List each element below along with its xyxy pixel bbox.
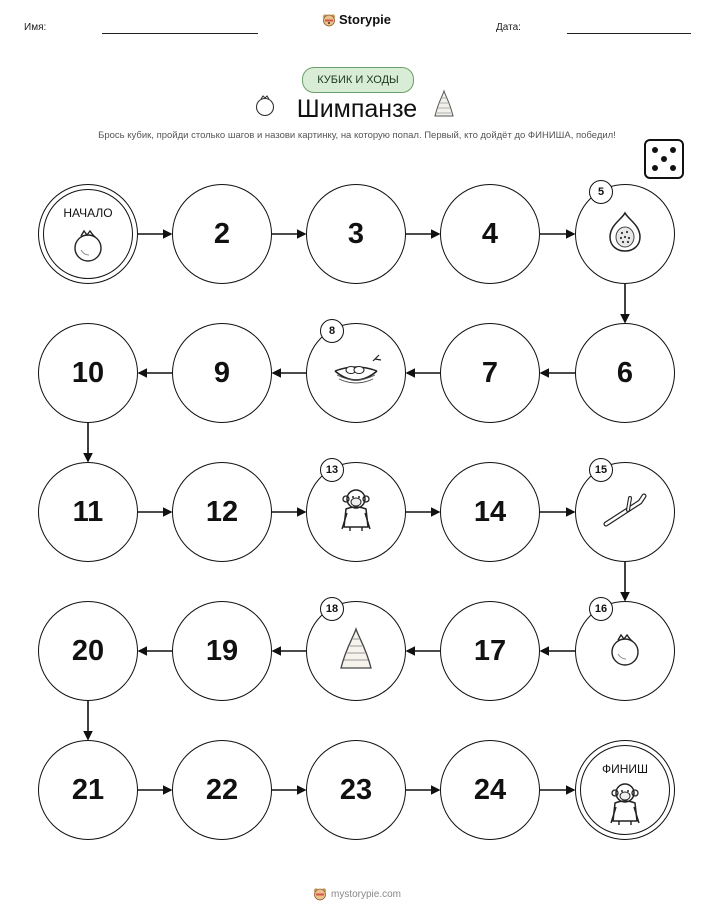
cell-number: 17 [473,634,507,667]
cell-number: 9 [213,356,231,389]
board-cell-10 [38,323,138,423]
board-cell-20 [38,601,138,701]
start-label: НАЧАЛО [63,206,113,220]
instructions: Брось кубик, пройди столько шагов и назови картинку, на которую попал. Первый, кто дойдёт до ФИНИША, победил! [98,130,616,141]
cell-number: 4 [481,217,499,250]
cell-number: 19 [205,634,239,667]
board-cell-16 [575,601,675,701]
cell-number: 7 [481,356,499,389]
board-cell-25 [575,740,675,840]
cell-number: 24 [473,773,507,806]
board-cell-14 [440,462,540,562]
cell-number: 20 [71,634,105,667]
cell-number-tag: 15 [589,458,613,482]
cell-number: 23 [339,773,373,806]
stick-icon [600,490,650,535]
finish-label: ФИНИШ [601,762,649,776]
date-label: Дата: [496,22,521,33]
board-cell-17 [440,601,540,701]
pomegranate-icon [605,629,645,674]
cell-number: 10 [71,356,105,389]
board-cell-5 [575,184,675,284]
chimpanzee-icon [603,781,647,832]
footer [0,887,714,901]
board-cell-6 [575,323,675,423]
logo-text: Storypie [339,12,392,27]
board-cell-15 [575,462,675,562]
chimpanzee-icon [334,487,378,538]
fig-icon [602,209,648,260]
board-cell-13 [306,462,406,562]
cell-number-tag: 16 [589,597,613,621]
footer-url: mystorypie.com [330,888,401,900]
cell-number: 2 [213,217,231,250]
board-cell-18 [306,601,406,701]
cell-number: 22 [205,773,239,806]
board-cell-19 [172,601,272,701]
board-cell-24 [440,740,540,840]
cell-number: 14 [473,495,507,528]
board-cell-2 [172,184,272,284]
board-cell-1 [38,184,138,284]
cell-number: 6 [616,356,634,389]
cell-number-tag: 18 [320,597,344,621]
board-cell-8 [306,323,406,423]
board-cell-7 [440,323,540,423]
board-cell-23 [306,740,406,840]
nest-icon [329,351,383,396]
board-cell-12 [172,462,272,562]
board-cell-21 [38,740,138,840]
cell-number: 12 [205,495,239,528]
cell-number-tag: 13 [320,458,344,482]
cell-number: 11 [72,495,104,528]
pomegranate-icon [68,225,108,270]
cell-number: 21 [71,773,105,806]
board-cell-22 [172,740,272,840]
cell-number-tag: 5 [589,180,613,204]
termite-mound-icon [336,626,376,677]
cell-number: 3 [347,217,365,250]
page-title: Шимпанзе [296,95,418,123]
bear-logo-icon [313,887,327,901]
board-cell-9 [172,323,272,423]
name-label: Имя: [24,22,47,33]
cell-number-tag: 8 [320,319,344,343]
board-cell-11 [38,462,138,562]
game-type-badge: КУБИК И ХОДЫ [302,67,414,93]
board-cell-4 [440,184,540,284]
board-cell-3 [306,184,406,284]
